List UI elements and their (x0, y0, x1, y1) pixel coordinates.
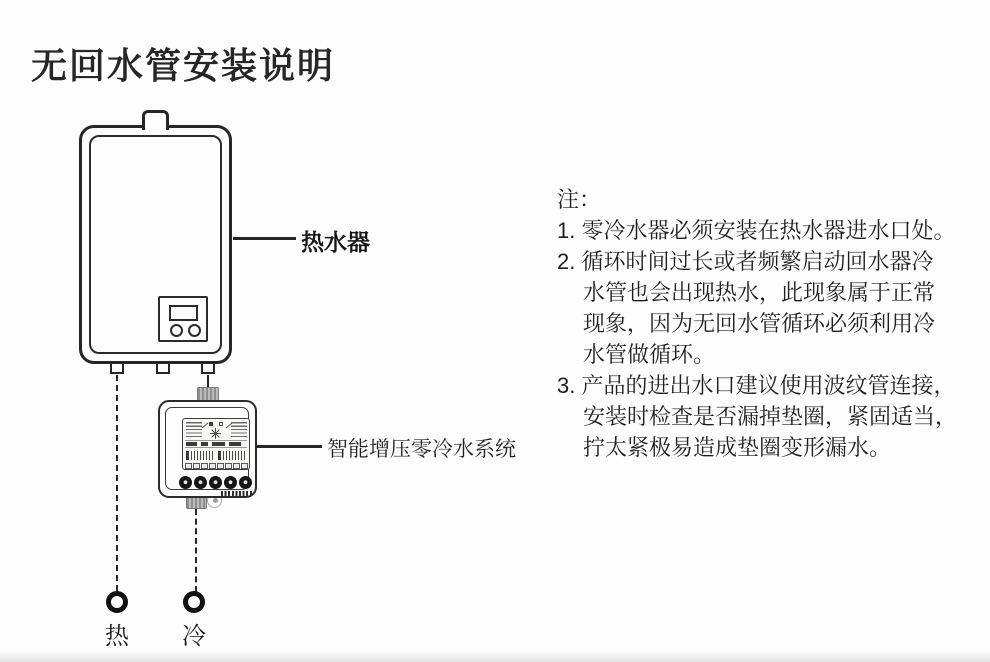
heater-knob-left (170, 324, 183, 337)
nameplate-cell-row (185, 463, 248, 469)
note-item-1: 1. 零冷水器必须安装在热水器进水口处。 (557, 218, 956, 243)
scan-edge-band (0, 651, 990, 662)
arrow-icon-left (202, 423, 209, 429)
note-item-2: 2. 循环时间过长或者频繁启动回水器冷 水管也会出现热水，此现象属于正常 现象，因为无回水管循环必须利用冷 水管做循环。 (557, 249, 936, 367)
unit-inner-frame (165, 407, 249, 490)
nameplate-mode-strip (185, 440, 247, 448)
unit-button-2 (194, 476, 207, 489)
nameplate-scale-right (218, 451, 245, 460)
nameplate-text-block-left (186, 422, 202, 437)
unit-button-1 (179, 476, 192, 489)
square-mark-icon (209, 422, 213, 426)
unit-button-5 (239, 476, 252, 489)
heater-leader-line (233, 237, 296, 240)
unit-top-connector-icon (197, 387, 219, 401)
unit-microtext (221, 491, 253, 496)
note-item-3: 3. 产品的进出水口建议使用波纹管连接， 安装时检查是否漏掉垫圈，紧固适当， 拧太紧极易造成垫圈变形漏水。 (557, 373, 958, 460)
snowflake-icon (210, 428, 221, 439)
unit-nameplate (182, 418, 250, 470)
cold-water-pipe-line (195, 509, 197, 592)
droplet-icon (211, 497, 218, 504)
water-heater (79, 125, 232, 364)
hot-terminal-icon (106, 591, 128, 613)
unit-button-4 (224, 476, 237, 489)
heater-label: 热水器 (301, 229, 370, 255)
unit-leader-line (256, 445, 322, 448)
cold-label: 冷 (182, 623, 206, 650)
cold-terminal-icon (183, 591, 205, 613)
square-outline-icon (219, 422, 223, 426)
hot-water-pipe-line (116, 375, 118, 591)
heater-display (169, 305, 198, 321)
unit-button-3 (209, 476, 222, 489)
notes-block (557, 184, 982, 463)
hot-label: 热 (105, 623, 129, 650)
nameplate-text-block-right (231, 422, 247, 437)
notes-heading: 注： (557, 187, 602, 212)
heater-control-panel (158, 296, 208, 342)
heater-vent-icon (142, 110, 169, 130)
nameplate-scale-left (186, 451, 213, 460)
system-label: 智能增压零冷水系统 (327, 438, 516, 461)
zero-cold-water-unit (158, 400, 257, 498)
heater-knob-right (188, 324, 201, 337)
page-title: 无回水管安装说明 (31, 45, 336, 86)
